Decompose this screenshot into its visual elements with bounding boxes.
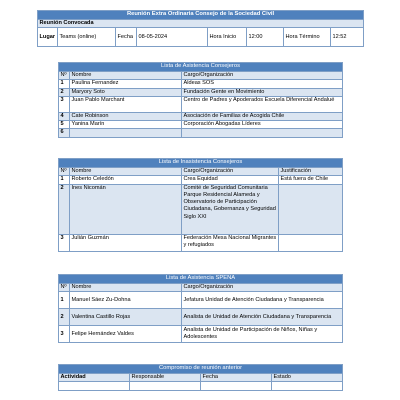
attendance-row-name: Paulina Fernandez [70, 80, 182, 88]
commitments-header-actividad: Actividad [59, 374, 130, 382]
attendance-row-num: 6 [59, 129, 70, 137]
commitments-header-responsable: Responsable [130, 374, 201, 382]
attendance-table [58, 62, 343, 138]
absence-row-cargo: Federación Mesa Nacional Migrantes y refugiados [182, 234, 279, 251]
attendance-row-name: Yanina Marín [70, 121, 182, 129]
spena-header-name: Nombre [70, 284, 182, 292]
attendance-row-num: 4 [59, 112, 70, 120]
commitments-title: Compromiso de reunión anterior [59, 365, 343, 374]
commitments-header-estado: Estado [272, 374, 343, 382]
spena-attendance-table [58, 274, 343, 343]
attendance-row-cargo: Centro de Padres y Apoderados Escuela Diferencial Andalué [182, 96, 343, 112]
spena-row-num: 3 [59, 326, 70, 343]
commitments-cell [201, 382, 272, 391]
hora-inicio-label: Hora Inicio [208, 28, 247, 47]
attendance-row-name: Juan Pablo Marchant [70, 96, 182, 112]
hora-termino-label: Hora Término [284, 28, 331, 47]
attendance-row-num: 2 [59, 88, 70, 96]
commitments-header-fecha: Fecha [201, 374, 272, 382]
spena-row-cargo: Jefatura Unidad de Atención Ciudadana y Transparencia [182, 292, 343, 309]
absence-header-num: Nº [59, 168, 70, 176]
attendance-header-cargo: Cargo/Organización [182, 72, 343, 80]
spena-row-name: Valentina Castillo Rojas [70, 309, 182, 326]
spena-row-num: 2 [59, 309, 70, 326]
lugar-label: Lugar [38, 28, 58, 47]
attendance-row-cargo: Corporación Abogadas Líderes [182, 121, 343, 129]
meeting-title: Reunión Extra Ordinaria Consejo de la Sociedad Civil [38, 11, 364, 20]
absence-title: Lista de Inasistencia Consejeros [59, 159, 343, 168]
attendance-row-num: 1 [59, 80, 70, 88]
spena-title: Lista de Asistencia SPENA [59, 275, 343, 284]
spena-row-cargo: Analista de Unidad de Atención Ciudadana y Transparencia [182, 309, 343, 326]
lugar-value: Teams (online) [58, 28, 116, 47]
absence-row-name: Roberto Celedón [70, 176, 182, 184]
attendance-row-name [70, 129, 182, 137]
absence-row-name: Ines Nicomán [70, 184, 182, 234]
absence-row-justificacion: Está fuera de Chile [279, 176, 343, 184]
attendance-title: Lista de Asistencia Consejeros [59, 63, 343, 72]
absence-row-num: 3 [59, 234, 70, 251]
hora-inicio-value: 12:00 [247, 28, 284, 47]
spena-row-name: Manuel Sáez Zu-Dohna [70, 292, 182, 309]
absence-row-num: 2 [59, 184, 70, 234]
absence-row-justificacion [279, 234, 343, 251]
meeting-header-table [37, 10, 364, 47]
fecha-label: Fecha [116, 28, 137, 47]
commitments-cell [130, 382, 201, 391]
spena-header-num: Nº [59, 284, 70, 292]
attendance-row-cargo [182, 129, 343, 137]
attendance-row-cargo: Aldeas SOS [182, 80, 343, 88]
spena-row-name: Felipe Hernández Valdes [70, 326, 182, 343]
attendance-row-name: Maryory Soto [70, 88, 182, 96]
absence-table [58, 158, 343, 252]
attendance-row-num: 5 [59, 121, 70, 129]
absence-row-num: 1 [59, 176, 70, 184]
spena-row-cargo: Analista de Unidad de Participación de Niños, Niñas y Adolescentes [182, 326, 343, 343]
attendance-header-name: Nombre [70, 72, 182, 80]
absence-row-cargo: Comité de Seguridad Comunitaria Parque Residencial Alameda y Observatorio de Participación Ciudadana, Gobernanza y Seguridad Siglo XXI [182, 184, 279, 234]
absence-row-cargo: Crea Equidad [182, 176, 279, 184]
spena-row-num: 1 [59, 292, 70, 309]
absence-header-justificacion: Justificación [279, 168, 343, 176]
attendance-row-num: 3 [59, 96, 70, 112]
absence-header-cargo: Cargo/Organización [182, 168, 279, 176]
absence-header-name: Nombre [70, 168, 182, 176]
commitments-table [58, 364, 343, 391]
hora-termino-value: 12:52 [331, 28, 364, 47]
absence-row-name: Julián Guzmán [70, 234, 182, 251]
meeting-convocada-label: Reunión Convocada [38, 20, 364, 28]
fecha-value: 08-05-2024 [137, 28, 208, 47]
spena-header-cargo: Cargo/Organización [182, 284, 343, 292]
attendance-row-cargo: Fundación Gente en Movimiento [182, 88, 343, 96]
attendance-header-num: Nº [59, 72, 70, 80]
attendance-row-cargo: Asociación de Familias de Acogida Chile [182, 112, 343, 120]
absence-row-justificacion [279, 184, 343, 234]
attendance-row-name: Cate Robinson [70, 112, 182, 120]
commitments-cell [272, 382, 343, 391]
commitments-cell [59, 382, 130, 391]
